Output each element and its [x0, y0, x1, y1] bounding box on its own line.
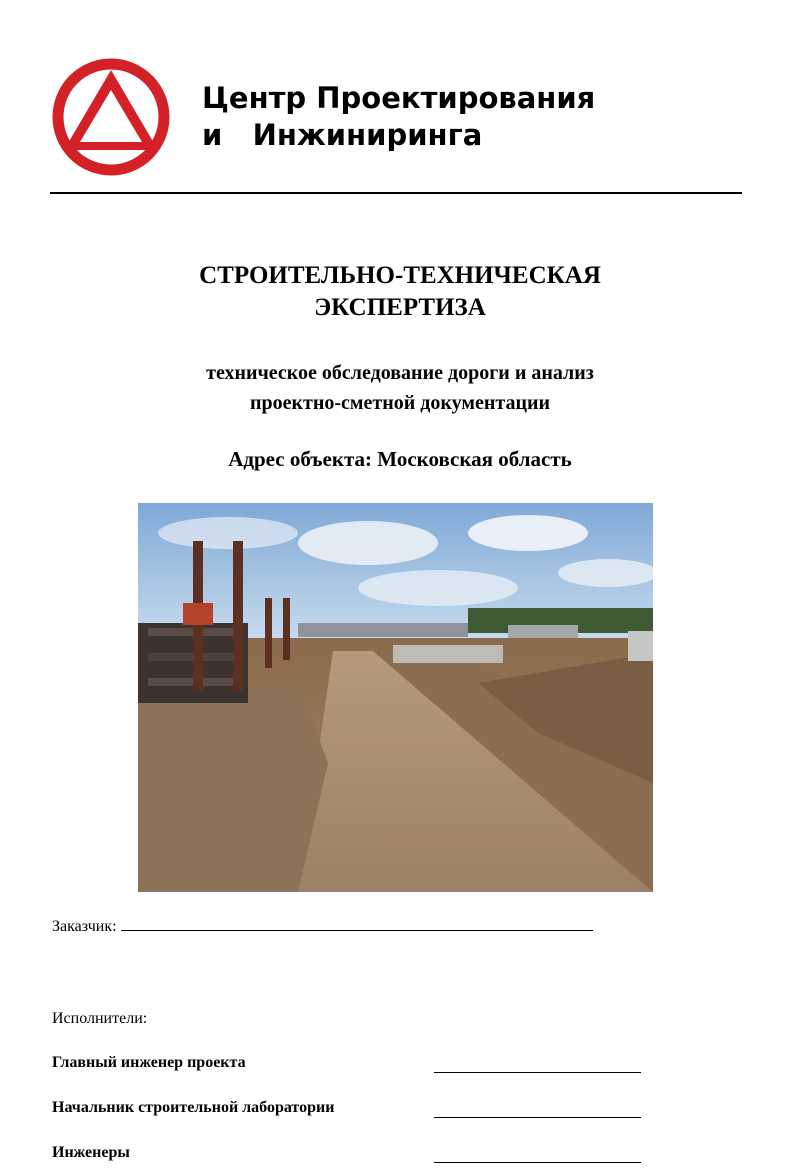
- organization-name: [202, 80, 595, 154]
- customer-label: Заказчик:: [52, 918, 117, 935]
- title-line-1: СТРОИТЕЛЬНО-ТЕХНИЧЕСКАЯ: [199, 262, 601, 289]
- customer-signature-line: [121, 916, 593, 931]
- title-line-2: ЭКСПЕРТИЗА: [314, 294, 486, 321]
- engineers-signature-line: [434, 1162, 641, 1163]
- executors-label: Исполнители:: [52, 1010, 148, 1027]
- document-subtitle: [0, 358, 800, 418]
- role-engineers: Инженеры: [52, 1144, 130, 1161]
- company-logo: [52, 58, 170, 176]
- lab-head-signature-line: [434, 1117, 641, 1118]
- customer-row: [52, 916, 593, 938]
- chief-engineer-signature-line: [434, 1072, 641, 1073]
- org-line-1: Центр Проектирования: [202, 81, 596, 115]
- document-title: [0, 260, 800, 324]
- subtitle-line-2: проектно-сметной документации: [249, 392, 551, 414]
- object-address: Адрес объекта: Московская область: [228, 447, 572, 471]
- org-line-2: и Инжиниринга: [202, 118, 483, 152]
- subtitle-line-1: техническое обследование дороги и анализ: [206, 362, 594, 384]
- site-photo: [138, 503, 653, 892]
- road-site-image: [138, 503, 653, 892]
- header-divider: [50, 192, 742, 194]
- role-lab-head: Начальник строительной лаборатории: [52, 1099, 335, 1116]
- role-chief-engineer: Главный инженер проекта: [52, 1054, 246, 1071]
- logo-icon: [52, 58, 170, 176]
